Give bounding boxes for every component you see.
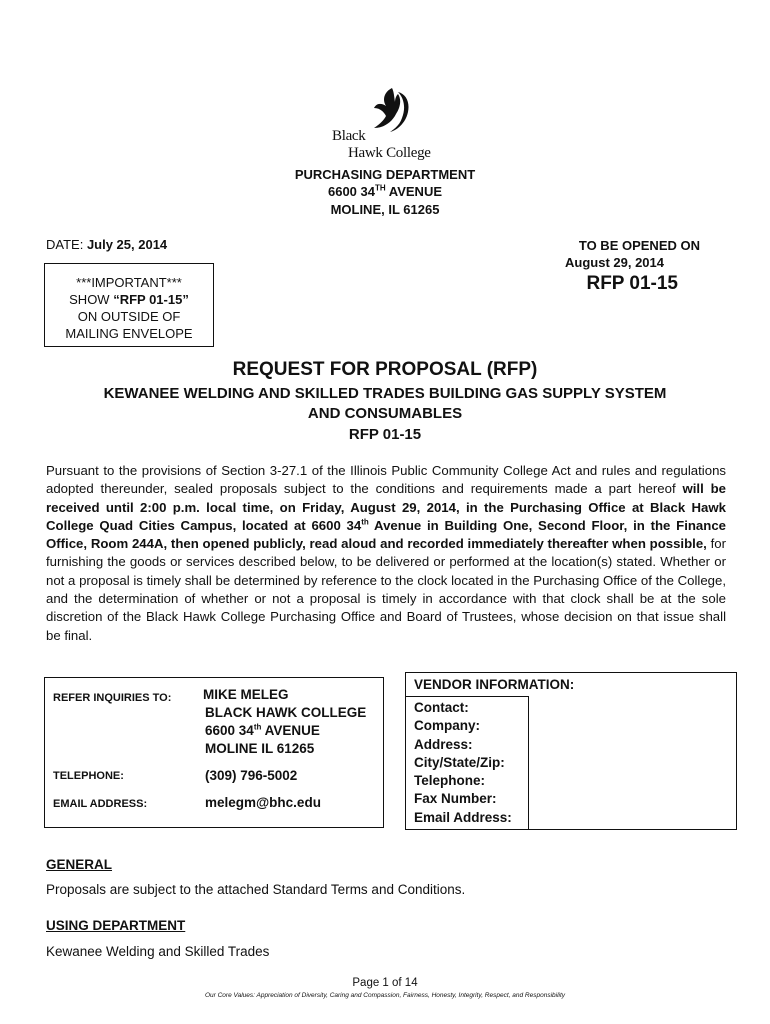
issue-date: DATE: July 25, 2014 <box>46 237 168 252</box>
opening-date: August 29, 2014 <box>565 255 664 270</box>
vendor-info-box <box>405 672 737 830</box>
contact-street: 6600 34th AVENUE <box>205 722 320 738</box>
telephone-label: TELEPHONE: <box>53 770 124 782</box>
email-label: EMAIL ADDRESS: <box>53 798 148 810</box>
department-street: 6600 34TH AVENUE <box>327 183 442 199</box>
general-heading: GENERAL <box>46 857 113 872</box>
document-subtitle-2: AND CONSUMABLES <box>307 405 463 422</box>
vendor-info-header: VENDOR INFORMATION: <box>414 677 575 692</box>
document-title: REQUEST FOR PROPOSAL (RFP) <box>232 359 538 380</box>
important-line4: MAILING ENVELOPE <box>65 326 193 341</box>
document-subtitle-3: RFP 01-15 <box>348 426 422 443</box>
department-name: PURCHASING DEPARTMENT <box>294 167 476 182</box>
important-line2: SHOW “RFP 01-15” <box>69 292 189 307</box>
vendor-field-contact: Contact: <box>414 700 469 715</box>
opening-label: TO BE OPENED ON <box>578 238 700 253</box>
important-notice-box <box>44 263 214 347</box>
using-department-heading: USING DEPARTMENT <box>46 918 186 933</box>
telephone-value: (309) 796-5002 <box>205 768 298 783</box>
inquiries-box <box>44 677 384 828</box>
college-logo <box>328 86 448 164</box>
vendor-fields <box>406 696 529 829</box>
department-city: MOLINE, IL 61265 <box>330 202 440 217</box>
logo-text-line2: Hawk College <box>348 145 431 161</box>
vendor-field-address: Address: <box>414 736 473 752</box>
vendor-field-email: Email Address: <box>414 809 512 825</box>
contact-name: MIKE MELEG <box>203 687 289 702</box>
opening-info <box>565 237 700 292</box>
document-subtitle-1: KEWANEE WELDING AND SKILLED TRADES BUILDING GAS SUPPLY SYSTEM <box>103 385 667 402</box>
vendor-field-company: Company: <box>414 718 481 734</box>
contact-org: BLACK HAWK COLLEGE <box>205 705 367 720</box>
page-number: Page 1 of 14 <box>352 977 418 989</box>
email-value: melegm@bhc.edu <box>205 795 321 810</box>
core-values: Our Core Values: Appreciation of Diversity, Caring and Compassion, Fairness, Honesty, Integrity, Respect, and Responsibility <box>204 992 566 999</box>
general-text: Proposals are subject to the attached Standard Terms and Conditions. <box>46 882 466 897</box>
hawk-logo-icon <box>362 86 412 136</box>
contact-city: MOLINE IL 61265 <box>205 741 315 756</box>
vendor-field-city-state-zip: City/State/Zip: <box>414 754 505 770</box>
rfp-number: RFP 01-15 <box>586 273 678 294</box>
vendor-field-fax: Fax Number: <box>414 791 497 807</box>
refer-inquiries-label: REFER INQUIRIES TO: <box>53 692 172 704</box>
logo-text-line1: Black <box>332 128 366 144</box>
important-line1: ***IMPORTANT*** <box>76 275 182 290</box>
using-department-text: Kewanee Welding and Skilled Trades <box>46 944 270 959</box>
important-line3: ON OUTSIDE OF <box>77 309 181 324</box>
body-paragraph: Pursuant to the provisions of Section 3-27.1 of the Illinois Public Community College Act and rules and regulations adopted thereunder, sealed proposals subject to the conditions and requirements made a part hereof will be received until 2:00 p.m. local time, on Friday, August 29, 2014, in the Purchasing Office at Black Hawk College Quad Cities Campus, located at 6600 34th Avenue in Building One, Second Floor, in the Finance Office, Room 244A, then opened publicly, read aloud and recorded immediately thereafter when possible, for furnishing the goods or services described below, to be delivered or performed at the location(s) stated. Whether or not a proposal is timely shall be determined by reference to the clock located in the Purchasing Office of the College, and the determination of whether or not a proposal is timely in accordance with that clock shall be at the sole discretion of the Black Hawk College Purchasing Office and Board of Trustees, whose decision on that issue shall be final. <box>46 463 727 643</box>
vendor-field-telephone: Telephone: <box>414 773 486 789</box>
